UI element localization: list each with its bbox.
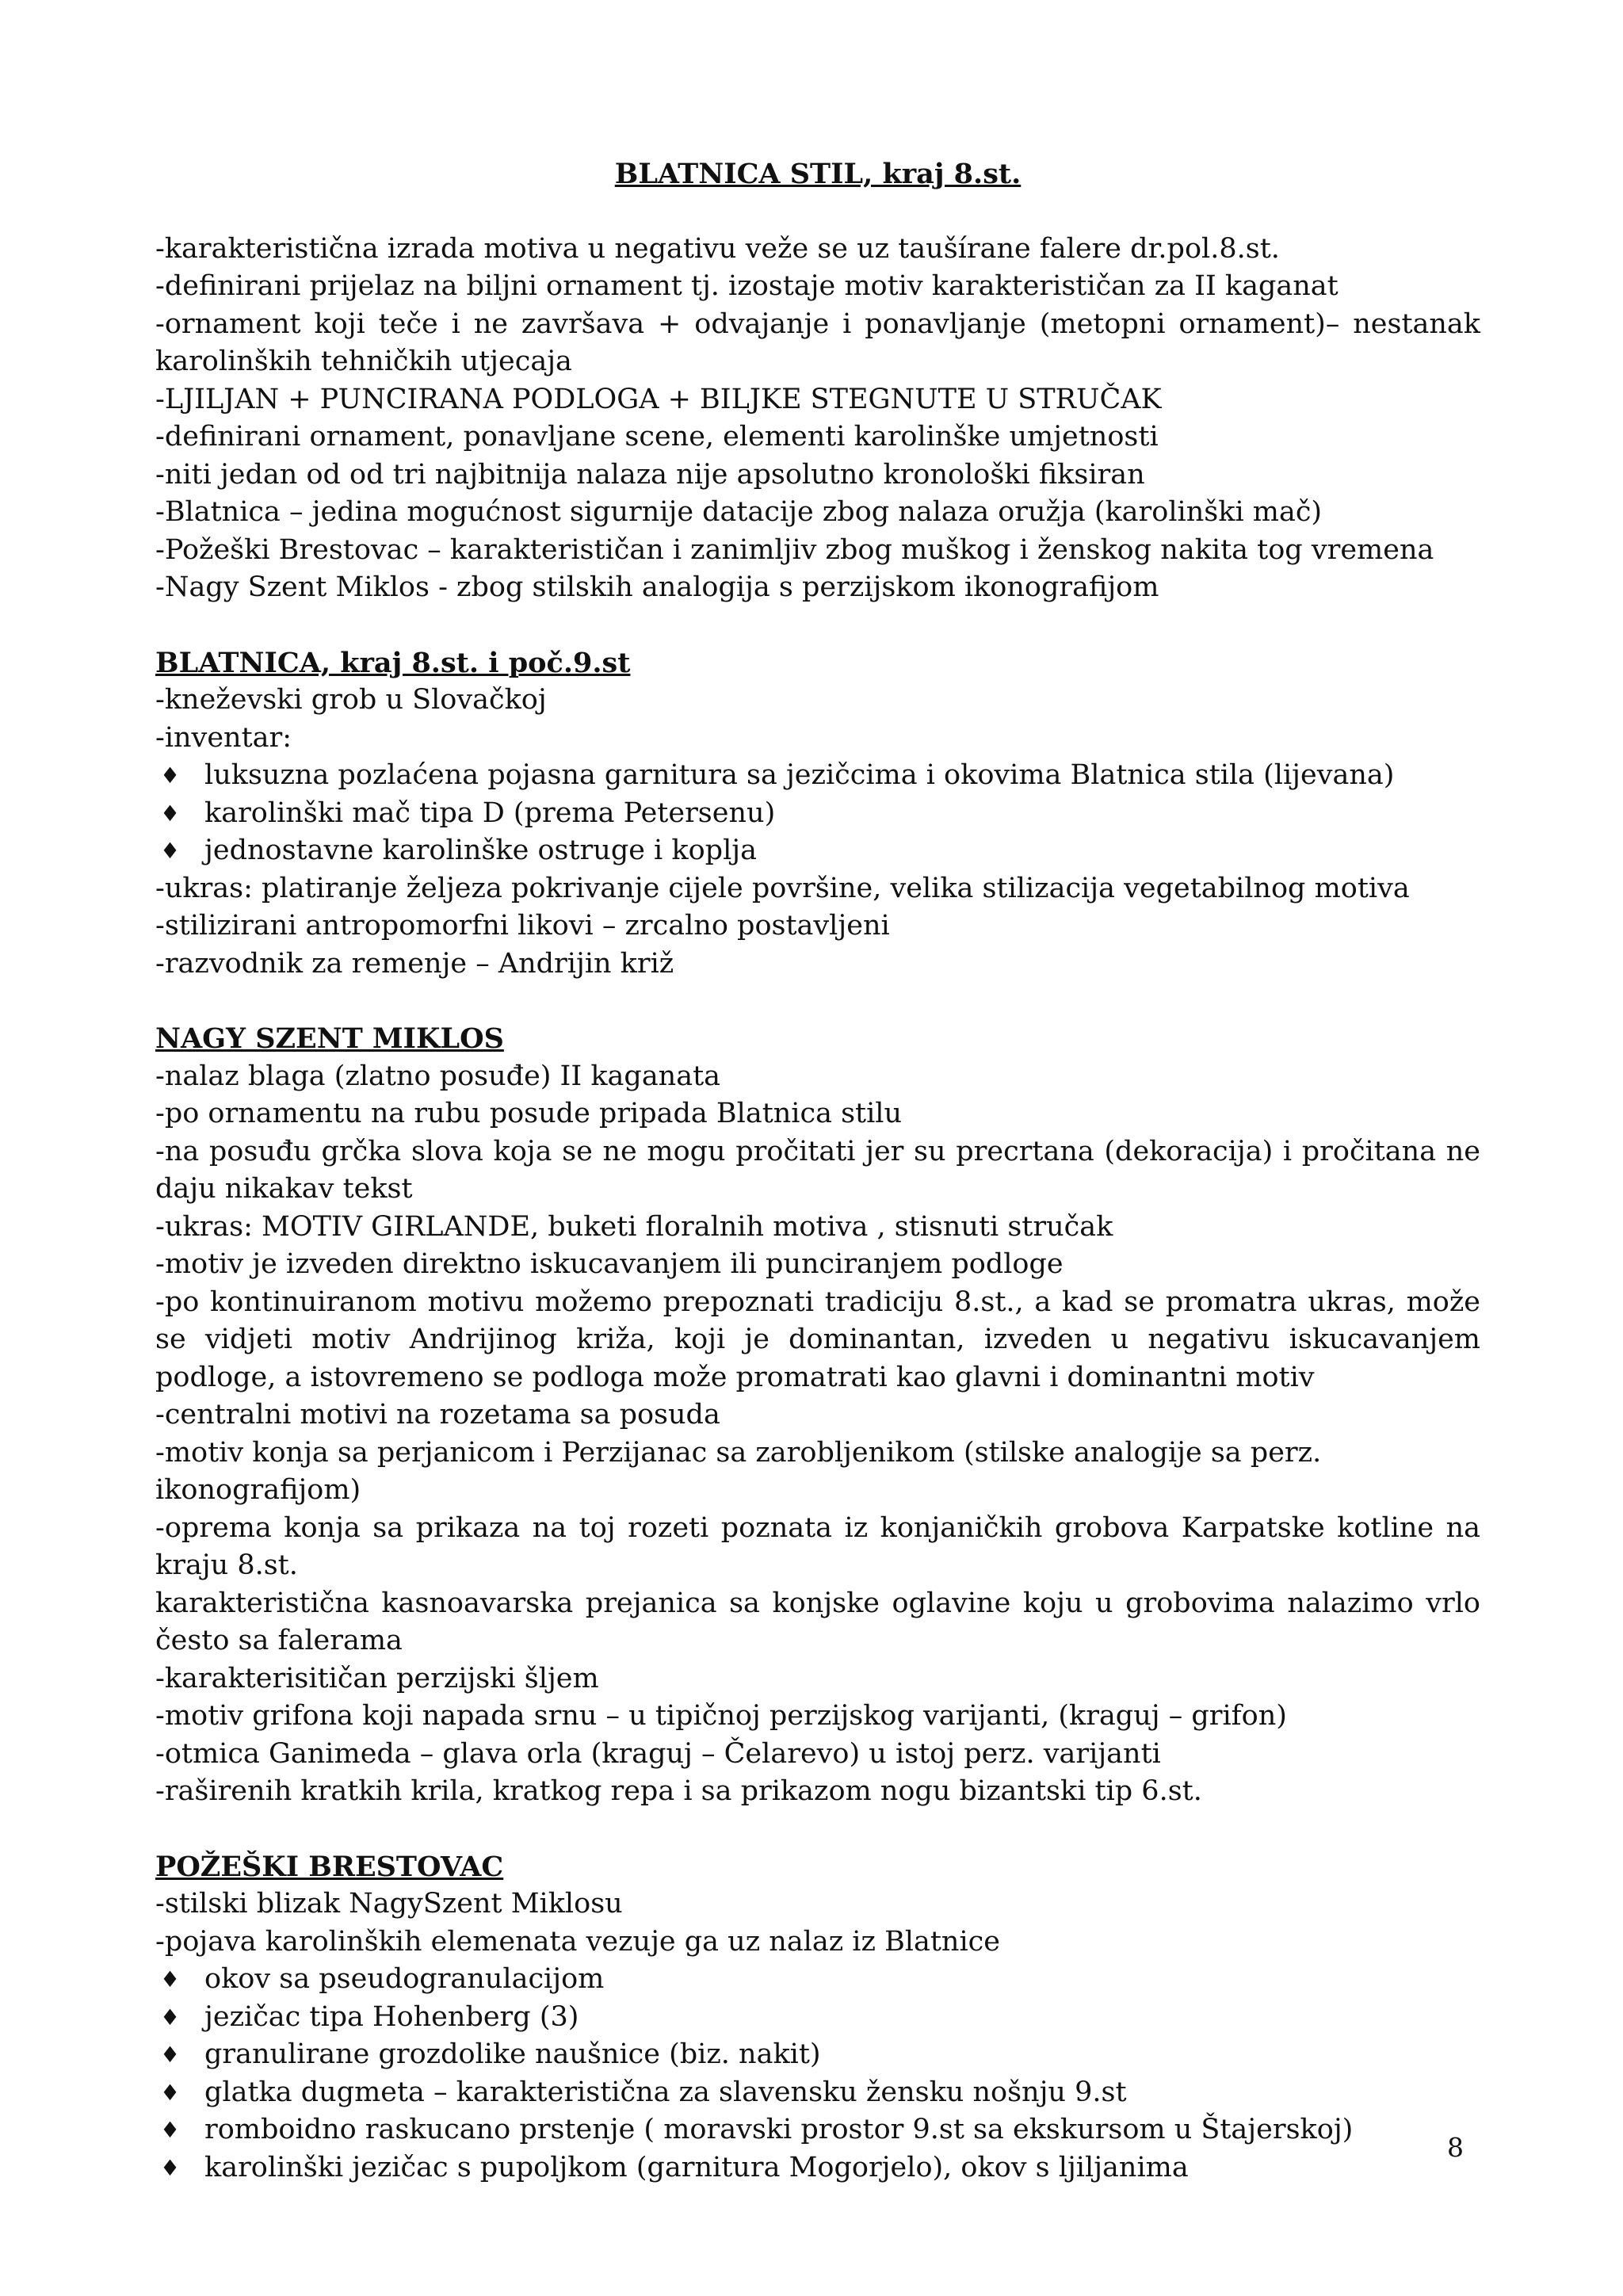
- nagy-line: -na posuđu grčka slova koja se ne mogu pročitati jer su precrtana (dekoracija) i pročitana ne daju nikakav tekst: [155, 1135, 1480, 1205]
- blatnica-line: -stilizirani antropomorfni likovi – zrcalno postavljeni: [155, 910, 890, 942]
- pozeski-line: -pojava karolinških elemenata vezuje ga uz nalaz iz Blatnice: [155, 1925, 1000, 1958]
- section-heading-blatnica: BLATNICA, kraj 8.st. i poč.9.st: [155, 646, 631, 679]
- diamond-bullet-icon: ♦: [160, 800, 181, 827]
- list-item-text: okov sa pseudogranulacijom: [204, 1963, 605, 1995]
- intro-line: -Požeški Brestovac – karakterističan i zanimljiv zbog muškog i ženskog nakita tog vremena: [155, 533, 1434, 566]
- nagy-line: -karakterisitičan perzijski šljem: [155, 1662, 599, 1694]
- list-item-text: karolinški mač tipa D (prema Petersenu): [204, 797, 776, 829]
- list-item-text: romboidno raskucano prstenje ( moravski prostor 9.st sa ekskursom u Štajerskoj): [204, 2114, 1354, 2145]
- list-item-text: karolinški jezičac s pupoljkom (garnitura Mogorjelo), okov s ljiljanima: [204, 2151, 1189, 2183]
- blatnica-line: -razvodnik za remenje – Andrijin križ: [155, 947, 674, 980]
- blatnica-line: -ukras: platiranje željeza pokrivanje cijele površine, velika stilizacija vegetabilnog motiva: [155, 872, 1410, 904]
- list-item-text: granulirane grozdolike naušnice (biz. nakit): [204, 2038, 821, 2070]
- page-number: 8: [1447, 2132, 1464, 2163]
- nagy-line: -motiv grifona koji napada srnu – u tipičnoj perzijskog varijanti, (kraguj – grifon): [155, 1700, 1287, 1732]
- nagy-line: -po kontinuiranom motivu možemo prepoznati tradiciju 8.st., a kad se promatra ukras, može se vidjeti motiv Andrijinog križa, koji je dominantan, izveden u negativu iskucavanjem podloge, a istovremeno se podloga može promatrati kao glavni i dominantni motiv: [155, 1286, 1480, 1393]
- list-item-text: luksuzna pozlaćena pojasna garnitura sa jezičcima i okovima Blatnica stila (lijevana): [204, 759, 1395, 791]
- diamond-bullet-icon: ♦: [160, 2004, 181, 2030]
- diamond-bullet-icon: ♦: [160, 2117, 181, 2143]
- list-item: [155, 1961, 1480, 1999]
- nagy-section: [155, 1020, 1480, 1811]
- blatnica-line: -kneževski grob u Slovačkoj: [155, 684, 547, 716]
- intro-line: -niti jedan od od tri najbitnija nalaza nije apsolutno kronološki fiksiran: [155, 458, 1145, 491]
- diamond-bullet-icon: ♦: [160, 1966, 181, 1992]
- nagy-line: -nalaz blaga (zlatno posuđe) II kaganata: [155, 1060, 721, 1092]
- blatnica-section: [155, 644, 1480, 984]
- diamond-bullet-icon: ♦: [160, 2042, 181, 2068]
- section-gap: [155, 1811, 1480, 1848]
- nagy-line: -raširenih kratkih krila, kratkog repa i sa prikazom nogu bizantski tip 6.st.: [155, 1775, 1202, 1807]
- page-content: [155, 155, 1480, 2187]
- diamond-bullet-icon: ♦: [160, 762, 181, 789]
- section-gap: [155, 607, 1480, 644]
- diamond-bullet-icon: ♦: [160, 2154, 181, 2181]
- intro-line: -LJILJAN + PUNCIRANA PODLOGA + BILJKE STEGNUTE U STRUČAK: [155, 383, 1162, 415]
- pozeski-section: [155, 1848, 1480, 2187]
- intro-line: -karakteristična izrada motiva u negativu veže se uz taušírane falere dr.pol.8.st.: [155, 232, 1280, 265]
- nagy-line: -motiv konja sa perjanicom i Perzijanac sa zarobljenikom (stilske analogije sa perz. ikonografijom): [155, 1436, 1322, 1506]
- section-heading-pozeski: POŽEŠKI BRESTOVAC: [155, 1850, 504, 1883]
- nagy-line: karakteristična kasnoavarska prejanica sa konjske oglavine koju u grobovima nalazimo vrlo često sa falerama: [155, 1587, 1480, 1656]
- list-item: [155, 795, 1480, 833]
- list-item: [155, 757, 1480, 795]
- nagy-line: -centralni motivi na rozetama sa posuda: [155, 1399, 720, 1431]
- intro-line: -Blatnica – jedina mogućnost sigurnije datacije zbog nalaza oružja (karolinški mač): [155, 496, 1323, 528]
- section-heading-nagy: NAGY SZENT MIKLOS: [155, 1022, 504, 1055]
- nagy-line: -ukras: MOTIV GIRLANDE, buketi floralnih motiva , stisnuti stručak: [155, 1210, 1113, 1243]
- list-item: [155, 2074, 1480, 2112]
- intro-line: -ornament koji teče i ne završava + odvajanje i ponavljanje (metopni ornament)– nestanak karolinških tehničkih utjecaja: [155, 308, 1480, 377]
- section-gap: [155, 983, 1480, 1020]
- pozeski-line: -stilski blizak NagySzent Miklosu: [155, 1888, 623, 1920]
- nagy-line: -motiv je izveden direktno iskucavanjem ili punciranjem podloge: [155, 1248, 1064, 1280]
- list-item: [155, 1999, 1480, 2037]
- intro-line: -definirani ornament, ponavljane scene, elementi karolinške umjetnosti: [155, 421, 1159, 453]
- list-item: [155, 2111, 1480, 2149]
- list-item: [155, 2149, 1480, 2187]
- nagy-line: -oprema konja sa prikaza na toj rozeti poznata iz konjaničkih grobova Karpatske kotline na kraju 8.st.: [155, 1511, 1480, 1581]
- list-item: [155, 2036, 1480, 2074]
- list-item-text: jezičac tipa Hohenberg (3): [204, 2000, 579, 2033]
- intro-section: [155, 231, 1480, 607]
- blatnica-line: -inventar:: [155, 721, 292, 754]
- intro-line: -definirani prijelaz na biljni ornament tj. izostaje motiv karakterističan za II kaganat: [155, 270, 1338, 302]
- list-item-text: jednostavne karolinške ostruge i koplja: [204, 835, 757, 866]
- list-item-text: glatka dugmeta – karakteristična za slavensku žensku nošnju 9.st: [204, 2076, 1127, 2108]
- intro-line: -Nagy Szent Miklos - zbog stilskih analogija s perzijskom ikonografijom: [155, 571, 1159, 603]
- list-item: [155, 832, 1480, 870]
- page-title: BLATNICA STIL, kraj 8.st.: [614, 158, 1022, 190]
- nagy-line: -po ornamentu na rubu posude pripada Blatnica stilu: [155, 1098, 903, 1129]
- diamond-bullet-icon: ♦: [160, 2079, 181, 2106]
- diamond-bullet-icon: ♦: [160, 838, 181, 864]
- nagy-line: -otmica Ganimeda – glava orla (kraguj – Čelarevo) u istoj perz. varijanti: [155, 1737, 1161, 1770]
